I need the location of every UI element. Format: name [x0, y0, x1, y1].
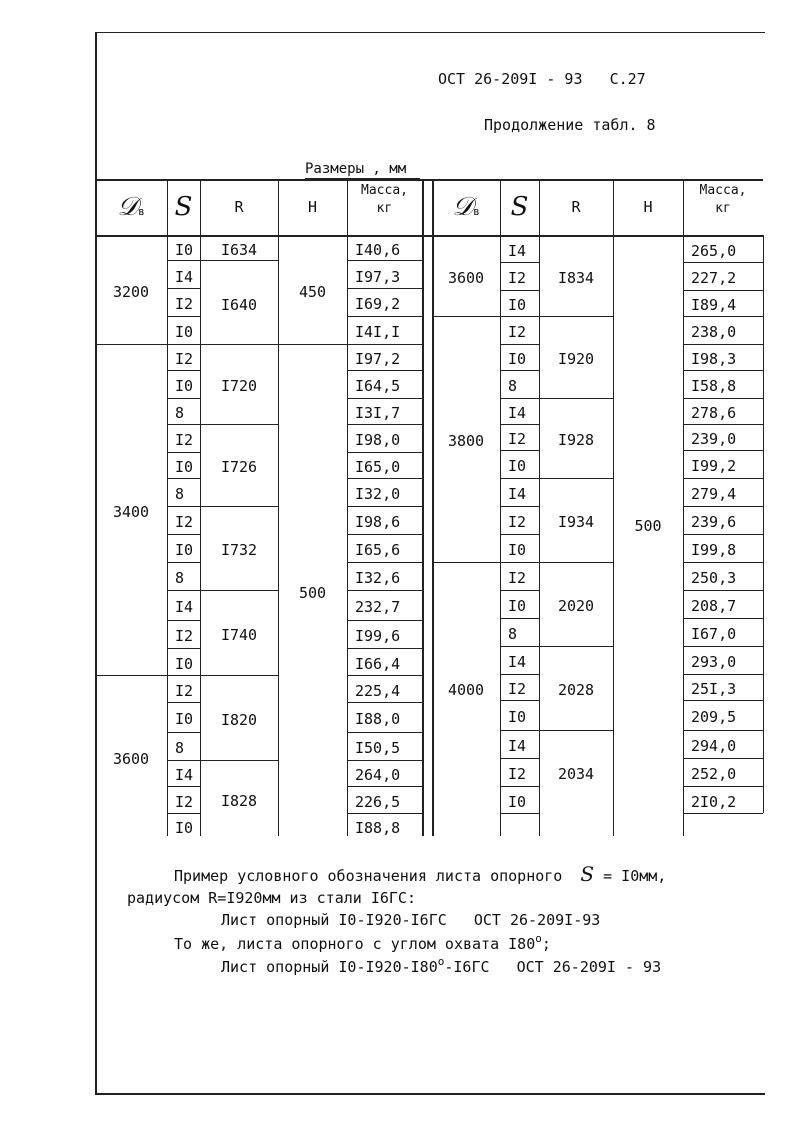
right-s-cell: I4 [508, 241, 527, 260]
left-mass-rule [347, 344, 422, 345]
right-mass-rule [683, 813, 763, 814]
left-s-rule [167, 732, 200, 733]
left-s-cell: I2 [175, 627, 194, 645]
left-s-rule [167, 344, 200, 345]
left-mass-rule [347, 760, 422, 761]
left-column-rule [278, 179, 279, 836]
left-dv-cell: 3400 [112, 502, 150, 521]
left-r-cell: I732 [220, 541, 258, 559]
left-r-rule [200, 760, 278, 761]
right-s-rule [500, 450, 539, 451]
right-header-r: R [571, 198, 581, 216]
right-mass-rule [683, 370, 763, 371]
right-header-h: H [643, 198, 653, 216]
left-s-cell: I4 [175, 766, 194, 784]
right-mass-rule [683, 618, 763, 619]
right-s-rule [500, 506, 539, 507]
left-s-cell: I2 [175, 295, 194, 313]
left-column-rule [167, 179, 168, 836]
left-mass-cell: I98,0 [355, 431, 401, 449]
right-s-rule [500, 370, 539, 371]
right-s-cell: 8 [508, 377, 518, 395]
note-line-2: радиусом R=I920мм из стали I6ГС: [127, 889, 416, 907]
right-s-cell: I2 [508, 513, 527, 531]
left-h-cell: 450 [298, 282, 327, 301]
left-header-r: R [234, 198, 244, 216]
right-s-cell: I0 [508, 792, 527, 811]
left-s-cell: I2 [175, 513, 194, 531]
left-mass-cell: 226,5 [355, 792, 401, 811]
right-mass-cell: 25I,3 [691, 680, 737, 698]
right-s-cell: I4 [508, 653, 527, 671]
left-mass-rule [347, 424, 422, 425]
page-number: С.27 [609, 70, 646, 88]
left-s-cell: I2 [175, 681, 194, 700]
left-s-cell: I2 [175, 792, 194, 811]
left-mass-cell: I4I,I [355, 323, 401, 341]
right-mass-cell: 279,4 [691, 485, 737, 503]
right-mass-rule [683, 506, 763, 507]
left-mass-rule [347, 562, 422, 563]
right-s-cell: I0 [508, 350, 527, 368]
right-s-cell: I2 [508, 569, 527, 587]
right-s-rule [500, 646, 539, 647]
right-s-rule [500, 290, 539, 291]
right-r-cell: I928 [557, 431, 595, 449]
right-mass-rule [683, 398, 763, 399]
right-s-rule [500, 344, 539, 345]
left-s-rule [167, 760, 200, 761]
left-s-rule [167, 424, 200, 425]
right-s-cell: I4 [508, 485, 527, 503]
right-r-cell: I934 [557, 513, 595, 531]
right-mass-rule [683, 700, 763, 701]
left-mass-cell: I97,3 [355, 268, 401, 286]
right-mass-rule [683, 758, 763, 759]
left-s-rule [167, 370, 200, 371]
left-h-rule [278, 344, 347, 345]
left-s-rule [167, 260, 200, 261]
right-s-rule [500, 730, 539, 731]
right-r-rule [539, 562, 613, 563]
left-mass-cell: I66,4 [355, 654, 401, 673]
left-mass-cell: I99,6 [355, 627, 401, 645]
left-s-rule [167, 506, 200, 507]
left-s-rule [167, 398, 200, 399]
right-mass-rule [683, 478, 763, 479]
left-dv-rule [95, 344, 167, 345]
right-r-cell: 2020 [557, 597, 595, 615]
right-s-cell: I0 [508, 708, 527, 726]
table-continuation-title: Продолжение табл. 8 [484, 116, 656, 134]
left-mass-rule [347, 786, 422, 787]
left-header-h: H [307, 198, 318, 216]
right-column-rule [683, 179, 684, 836]
note-line-1: Пример условного обозначения листа опорного S = I0мм, [174, 862, 667, 886]
left-s-cell: I4 [175, 268, 194, 286]
left-mass-rule [347, 702, 422, 703]
right-r-rule [539, 398, 613, 399]
right-s-rule [500, 786, 539, 787]
left-s-cell: I0 [175, 458, 194, 476]
left-s-cell: I0 [175, 818, 194, 837]
right-mass-cell: I67,0 [691, 625, 737, 643]
right-mass-cell: I98,3 [691, 350, 737, 368]
right-r-rule [539, 316, 613, 317]
left-s-rule [167, 316, 200, 317]
left-r-rule [200, 675, 278, 676]
right-mass-rule [683, 674, 763, 675]
left-s-cell: 8 [175, 739, 185, 757]
right-s-rule [500, 398, 539, 399]
note-line-3: Лист опорный I0-I920-I6ГС ОСТ 26-209I-93 [221, 911, 601, 929]
right-r-cell: I834 [557, 268, 595, 287]
left-s-cell: I0 [175, 323, 194, 341]
left-mass-rule [347, 620, 422, 621]
left-mass-cell: I88,8 [355, 818, 401, 837]
left-mass-cell: I98,6 [355, 513, 401, 531]
right-mass-rule [683, 786, 763, 787]
left-r-cell: I640 [220, 296, 258, 314]
right-mass-rule [683, 562, 763, 563]
right-mass-cell: 238,0 [691, 323, 737, 341]
left-r-cell: I720 [220, 377, 258, 395]
left-mass-rule [347, 590, 422, 591]
left-s-cell: I0 [175, 654, 194, 673]
right-header-s: S [510, 192, 529, 222]
right-header-mass-2: кг [715, 201, 731, 216]
left-mass-rule [347, 398, 422, 399]
right-s-cell: I2 [508, 680, 527, 698]
right-dv-cell: 3800 [447, 432, 485, 450]
right-r-rule [539, 730, 613, 731]
left-mass-cell: I69,2 [355, 295, 401, 313]
header-bottom-rule [95, 235, 763, 237]
left-mass-cell: I65,0 [355, 458, 401, 476]
left-r-cell: I740 [220, 625, 258, 644]
left-h-cell: 500 [298, 584, 327, 602]
left-mass-rule [347, 675, 422, 676]
right-column-rule [613, 179, 614, 836]
left-mass-cell: I3I,7 [355, 404, 401, 422]
right-mass-cell: 239,6 [691, 513, 737, 531]
right-column-rule [500, 179, 501, 836]
left-r-cell: I820 [220, 710, 258, 729]
right-r-cell: 2028 [557, 681, 595, 699]
left-mass-cell: I88,0 [355, 710, 401, 728]
right-s-cell: I0 [508, 457, 527, 475]
left-mass-cell: I32,0 [355, 485, 401, 503]
left-r-rule [200, 590, 278, 591]
right-s-cell: I2 [508, 430, 527, 448]
right-s-rule [500, 590, 539, 591]
left-s-rule [167, 452, 200, 453]
left-mass-cell: I65,6 [355, 541, 401, 559]
left-mass-rule [347, 452, 422, 453]
left-mass-rule [347, 813, 422, 814]
right-s-cell: I0 [508, 541, 527, 559]
left-mass-cell: I64,5 [355, 377, 401, 395]
right-mass-cell: I58,8 [691, 377, 737, 395]
left-dv-cell: 3200 [112, 282, 150, 301]
note-line-5: Лист опорный I0-I920-I80$^o$-I6ГС ОСТ 26-209I - 93 [221, 955, 662, 976]
left-s-rule [167, 675, 200, 676]
right-mass-rule [683, 424, 763, 425]
right-mass-cell: I99,8 [691, 541, 737, 559]
units-caption: Размеры , мм [305, 161, 407, 177]
left-s-cell: 8 [175, 485, 185, 503]
left-dv-rule [95, 675, 167, 676]
right-mass-cell: 239,0 [691, 430, 737, 448]
right-s-rule [500, 618, 539, 619]
right-mass-cell: I89,4 [691, 296, 737, 314]
left-header-mass-2: кг [376, 201, 393, 216]
right-mass-cell: 252,0 [691, 765, 737, 783]
right-s-rule [500, 674, 539, 675]
left-s-cell: I0 [175, 541, 194, 559]
left-mass-cell: I50,5 [355, 739, 401, 757]
left-s-rule [167, 813, 200, 814]
left-s-rule [167, 288, 200, 289]
right-r-rule [539, 478, 613, 479]
right-s-cell: I2 [508, 765, 527, 783]
right-dv-cell: 4000 [447, 680, 485, 699]
left-column-rule [200, 179, 201, 836]
left-r-cell: I828 [220, 792, 258, 810]
left-s-cell: 8 [175, 404, 185, 422]
right-s-cell: I4 [508, 404, 527, 422]
left-header-dv: 𝒟в [117, 192, 145, 222]
left-mass-rule [347, 648, 422, 649]
left-column-rule [347, 179, 348, 836]
right-s-cell: I0 [508, 597, 527, 615]
left-r-rule [200, 506, 278, 507]
left-mass-rule [347, 316, 422, 317]
left-r-rule [200, 424, 278, 425]
note-line-4: То же, листа опорного с углом охвата I80$^o$; [174, 932, 551, 953]
left-mass-cell: I40,6 [355, 240, 401, 259]
left-s-cell: I0 [175, 377, 194, 395]
left-s-rule [167, 702, 200, 703]
left-s-cell: I2 [175, 350, 194, 368]
right-mass-cell: 294,0 [691, 737, 737, 755]
left-header-mass-1: Масса, [361, 183, 408, 198]
right-s-cell: I4 [508, 737, 527, 755]
left-mass-rule [347, 288, 422, 289]
document-code: ОСТ 26-209I - 93 С.27 [438, 70, 646, 88]
right-s-rule [500, 562, 539, 563]
right-s-rule [500, 424, 539, 425]
right-dv-rule [432, 562, 500, 563]
left-s-cell: I4 [175, 598, 194, 616]
right-mass-rule [683, 730, 763, 731]
right-mass-cell: 209,5 [691, 708, 737, 726]
right-mass-cell: 208,7 [691, 597, 737, 615]
right-mass-cell: 265,0 [691, 241, 737, 260]
right-mass-rule [683, 344, 763, 345]
left-s-rule [167, 478, 200, 479]
right-mass-rule [683, 262, 763, 263]
right-dv-cell: 3600 [447, 268, 485, 287]
left-s-rule [167, 786, 200, 787]
left-s-cell: I2 [175, 431, 194, 449]
left-mass-rule [347, 506, 422, 507]
left-header-s: S [174, 192, 193, 222]
right-r-cell: 2034 [557, 764, 595, 783]
right-s-rule [500, 478, 539, 479]
right-mass-rule [683, 450, 763, 451]
left-mass-rule [347, 534, 422, 535]
right-r-cell: I920 [557, 350, 595, 368]
right-s-rule [500, 316, 539, 317]
right-s-rule [500, 700, 539, 701]
left-mass-cell: 232,7 [355, 598, 401, 616]
left-s-rule [167, 620, 200, 621]
right-edge-rule [763, 235, 764, 813]
right-s-cell: I2 [508, 269, 527, 287]
right-r-rule [539, 646, 613, 647]
right-mass-cell: I99,2 [691, 457, 737, 475]
left-mass-cell: I32,6 [355, 569, 401, 587]
right-mass-cell: 227,2 [691, 269, 737, 287]
left-r-rule [200, 344, 278, 345]
left-mass-rule [347, 260, 422, 261]
table-split-rule [422, 179, 424, 836]
right-mass-cell: 278,6 [691, 404, 737, 422]
right-h-cell: 500 [634, 517, 662, 535]
left-mass-rule [347, 370, 422, 371]
right-mass-rule [683, 316, 763, 317]
left-mass-cell: 264,0 [355, 766, 401, 784]
right-s-rule [500, 534, 539, 535]
left-s-rule [167, 648, 200, 649]
right-header-dv: 𝒟в [452, 192, 480, 222]
s-symbol: S [580, 862, 595, 886]
right-s-rule [500, 813, 539, 814]
left-s-cell: 8 [175, 569, 185, 587]
left-r-cell: I634 [220, 240, 258, 259]
right-dv-rule [432, 316, 500, 317]
right-mass-rule [683, 290, 763, 291]
left-mass-cell: 225,4 [355, 681, 401, 700]
right-header-mass-1: Масса, [699, 183, 747, 198]
left-s-rule [167, 590, 200, 591]
right-mass-cell: 2I0,2 [691, 792, 737, 811]
left-s-rule [167, 562, 200, 563]
left-r-cell: I726 [220, 458, 258, 476]
right-s-cell: 8 [508, 625, 518, 643]
right-s-rule [500, 758, 539, 759]
left-dv-cell: 3600 [112, 749, 150, 768]
right-s-cell: I2 [508, 323, 527, 341]
right-mass-cell: 293,0 [691, 653, 737, 671]
left-r-rule [200, 260, 278, 261]
right-mass-cell: 250,3 [691, 569, 737, 587]
header-top-rule [95, 179, 763, 181]
left-s-cell: I0 [175, 240, 194, 259]
left-mass-rule [347, 478, 422, 479]
right-s-cell: I0 [508, 296, 527, 314]
right-mass-rule [683, 590, 763, 591]
left-mass-rule [347, 732, 422, 733]
right-mass-rule [683, 646, 763, 647]
left-mass-cell: I97,2 [355, 350, 401, 368]
right-mass-rule [683, 534, 763, 535]
left-s-cell: I0 [175, 710, 194, 728]
right-s-rule [500, 262, 539, 263]
left-s-rule [167, 534, 200, 535]
